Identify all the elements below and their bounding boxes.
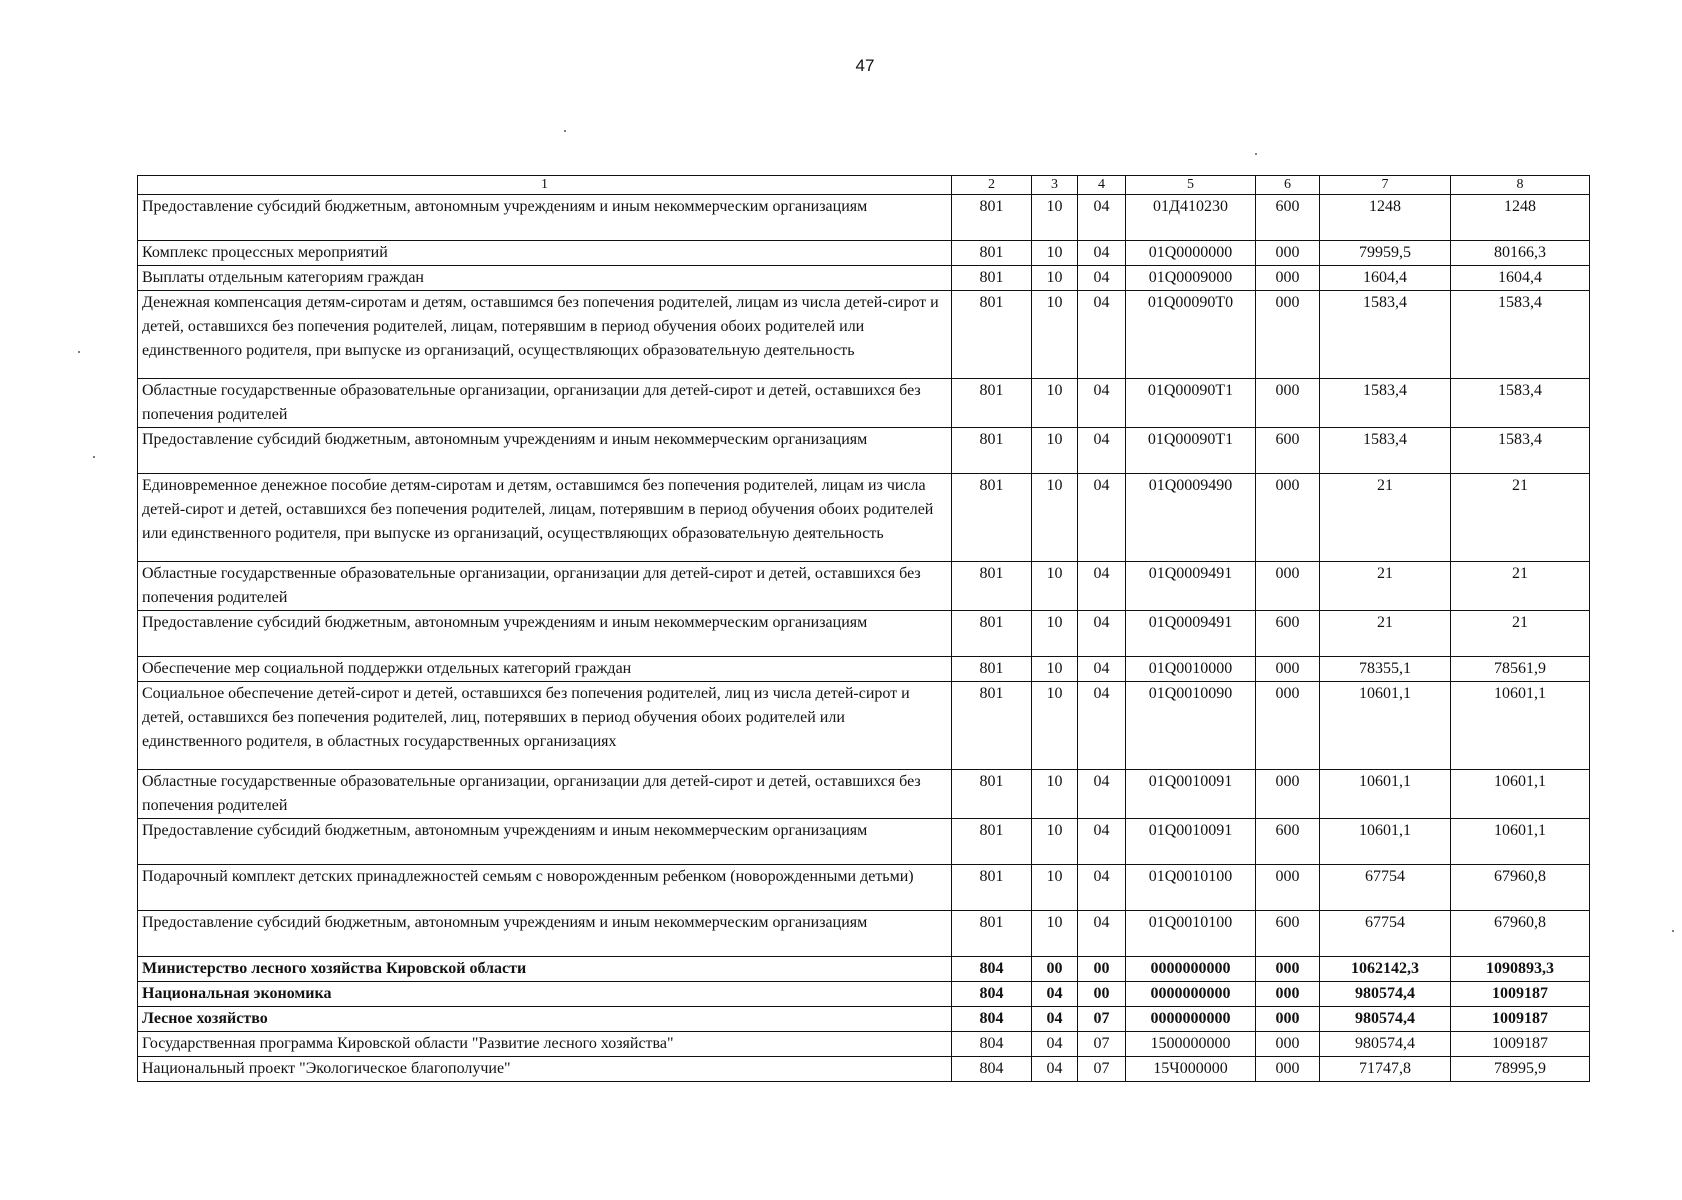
- row-description: Государственная программа Кировской области "Развитие лесного хозяйства": [138, 1032, 952, 1057]
- row-description: Подарочный комплект детских принадлежностей семьям с новорожденным ребенком (новорожденными детьми): [138, 865, 952, 911]
- row-cell-c2: 801: [952, 611, 1032, 657]
- row-cell-c3: 10: [1032, 428, 1078, 474]
- row-cell-c2: 801: [952, 241, 1032, 266]
- row-cell-c4: 04: [1078, 428, 1126, 474]
- row-cell-c6: 000: [1256, 474, 1320, 562]
- row-cell-c8: 67960,8: [1451, 865, 1590, 911]
- row-description: Лесное хозяйство: [138, 1007, 952, 1032]
- row-cell-c8: 1583,4: [1451, 428, 1590, 474]
- row-cell-c5: 01Q0009491: [1126, 562, 1256, 611]
- row-cell-c3: 10: [1032, 611, 1078, 657]
- row-cell-c3: 10: [1032, 770, 1078, 819]
- row-cell-c3: 10: [1032, 474, 1078, 562]
- row-cell-c6: 000: [1256, 770, 1320, 819]
- row-cell-c8: 78995,9: [1451, 1057, 1590, 1082]
- table-row: [138, 957, 1590, 982]
- row-cell-c8: 1009187: [1451, 982, 1590, 1007]
- row-cell-c2: 801: [952, 911, 1032, 957]
- row-description: Комплекс процессных мероприятий: [138, 241, 952, 266]
- row-cell-c2: 801: [952, 657, 1032, 682]
- row-cell-c5: 01Q0009000: [1126, 266, 1256, 291]
- scan-speck: [78, 351, 80, 353]
- row-cell-c3: 10: [1032, 379, 1078, 428]
- scan-speck: [93, 456, 95, 458]
- row-cell-c8: 1009187: [1451, 1007, 1590, 1032]
- column-header: 3: [1032, 176, 1078, 195]
- row-description: Предоставление субсидий бюджетным, автономным учреждениям и иным некоммерческим организациям: [138, 819, 952, 865]
- row-cell-c8: 78561,9: [1451, 657, 1590, 682]
- row-cell-c7: 980574,4: [1320, 982, 1451, 1007]
- table-row: [138, 379, 1590, 428]
- column-header: 1: [138, 176, 952, 195]
- row-cell-c5: 01Q0010000: [1126, 657, 1256, 682]
- row-cell-c7: 71747,8: [1320, 1057, 1451, 1082]
- table-row: [138, 428, 1590, 474]
- scan-speck: [1672, 930, 1674, 932]
- row-cell-c4: 04: [1078, 865, 1126, 911]
- row-cell-c6: 000: [1256, 957, 1320, 982]
- column-header: 5: [1126, 176, 1256, 195]
- row-description: Министерство лесного хозяйства Кировской области: [138, 957, 952, 982]
- row-cell-c4: 07: [1078, 1057, 1126, 1082]
- row-cell-c5: 01Q00090T0: [1126, 291, 1256, 379]
- table-row: [138, 865, 1590, 911]
- table-body: [138, 195, 1590, 1082]
- column-header: 7: [1320, 176, 1451, 195]
- row-cell-c5: 0000000000: [1126, 1007, 1256, 1032]
- row-cell-c5: 01Q0010091: [1126, 819, 1256, 865]
- budget-table: [137, 175, 1590, 1082]
- row-cell-c7: 10601,1: [1320, 770, 1451, 819]
- row-cell-c6: 600: [1256, 819, 1320, 865]
- page-number: 47: [855, 56, 875, 75]
- row-cell-c7: 1604,4: [1320, 266, 1451, 291]
- row-cell-c8: 1090893,3: [1451, 957, 1590, 982]
- row-cell-c3: 10: [1032, 911, 1078, 957]
- row-cell-c6: 000: [1256, 682, 1320, 770]
- scan-speck: [564, 130, 566, 132]
- row-cell-c4: 04: [1078, 266, 1126, 291]
- row-cell-c7: 1248: [1320, 195, 1451, 241]
- row-cell-c5: 01Q00090T1: [1126, 428, 1256, 474]
- row-cell-c7: 21: [1320, 474, 1451, 562]
- row-cell-c6: 000: [1256, 266, 1320, 291]
- row-description: Предоставление субсидий бюджетным, автономным учреждениям и иным некоммерческим организациям: [138, 428, 952, 474]
- row-cell-c2: 804: [952, 1032, 1032, 1057]
- row-cell-c7: 10601,1: [1320, 682, 1451, 770]
- row-cell-c4: 04: [1078, 611, 1126, 657]
- row-cell-c6: 000: [1256, 1057, 1320, 1082]
- row-cell-c6: 000: [1256, 1007, 1320, 1032]
- table-row: [138, 241, 1590, 266]
- table-row: [138, 291, 1590, 379]
- table-row: [138, 611, 1590, 657]
- row-cell-c3: 10: [1032, 241, 1078, 266]
- row-cell-c3: 10: [1032, 562, 1078, 611]
- table-row: [138, 562, 1590, 611]
- row-cell-c5: 1500000000: [1126, 1032, 1256, 1057]
- row-cell-c6: 000: [1256, 982, 1320, 1007]
- row-cell-c6: 000: [1256, 241, 1320, 266]
- row-cell-c6: 000: [1256, 379, 1320, 428]
- row-description: Социальное обеспечение детей-сирот и детей, оставшихся без попечения родителей, лиц из числа детей-сирот и детей, оставшихся без попечения родителей, лиц, потерявших в период обучения обоих родителей или единственного родителя, в областных государственных организациях: [138, 682, 952, 770]
- row-cell-c2: 801: [952, 562, 1032, 611]
- row-cell-c3: 00: [1032, 957, 1078, 982]
- row-cell-c7: 1583,4: [1320, 291, 1451, 379]
- row-cell-c5: 01Q0010090: [1126, 682, 1256, 770]
- row-cell-c3: 10: [1032, 865, 1078, 911]
- row-cell-c6: 600: [1256, 611, 1320, 657]
- row-cell-c4: 00: [1078, 957, 1126, 982]
- row-cell-c2: 804: [952, 1007, 1032, 1032]
- row-cell-c8: 10601,1: [1451, 819, 1590, 865]
- row-cell-c3: 04: [1032, 1032, 1078, 1057]
- row-cell-c5: 01Q0010091: [1126, 770, 1256, 819]
- row-cell-c2: 801: [952, 474, 1032, 562]
- row-cell-c2: 801: [952, 428, 1032, 474]
- row-cell-c8: 67960,8: [1451, 911, 1590, 957]
- row-cell-c5: 01Q0010100: [1126, 865, 1256, 911]
- row-cell-c4: 04: [1078, 819, 1126, 865]
- row-cell-c6: 600: [1256, 911, 1320, 957]
- row-cell-c6: 000: [1256, 1032, 1320, 1057]
- column-header: 2: [952, 176, 1032, 195]
- row-cell-c3: 04: [1032, 982, 1078, 1007]
- row-cell-c5: 15Ч000000: [1126, 1057, 1256, 1082]
- row-cell-c3: 10: [1032, 657, 1078, 682]
- row-cell-c7: 1062142,3: [1320, 957, 1451, 982]
- row-cell-c2: 801: [952, 819, 1032, 865]
- row-cell-c5: 0000000000: [1126, 957, 1256, 982]
- row-cell-c8: 21: [1451, 611, 1590, 657]
- row-description: Областные государственные образовательные организации, организации для детей-сирот и детей, оставшихся без попечения родителей: [138, 770, 952, 819]
- row-cell-c2: 801: [952, 865, 1032, 911]
- row-cell-c4: 07: [1078, 1007, 1126, 1032]
- table-row: [138, 1032, 1590, 1057]
- row-cell-c3: 10: [1032, 266, 1078, 291]
- row-cell-c2: 801: [952, 379, 1032, 428]
- row-description: Выплаты отдельным категориям граждан: [138, 266, 952, 291]
- scan-speck: [1255, 153, 1257, 155]
- row-cell-c2: 801: [952, 682, 1032, 770]
- row-cell-c2: 804: [952, 1057, 1032, 1082]
- row-cell-c2: 801: [952, 195, 1032, 241]
- row-cell-c4: 04: [1078, 379, 1126, 428]
- row-cell-c6: 000: [1256, 291, 1320, 379]
- row-cell-c7: 1583,4: [1320, 428, 1451, 474]
- row-cell-c6: 000: [1256, 865, 1320, 911]
- row-description: Предоставление субсидий бюджетным, автономным учреждениям и иным некоммерческим организациям: [138, 611, 952, 657]
- row-cell-c3: 10: [1032, 291, 1078, 379]
- row-cell-c8: 1583,4: [1451, 291, 1590, 379]
- row-cell-c4: 07: [1078, 1032, 1126, 1057]
- row-cell-c8: 21: [1451, 474, 1590, 562]
- table-row: [138, 474, 1590, 562]
- row-description: Денежная компенсация детям-сиротам и детям, оставшимся без попечения родителей, лицам из числа детей-сирот и детей, оставшихся без попечения родителей, лицам, потерявшим в период обучения обоих родителей или единственного родителя, при выпуске из организаций, осуществляющих образовательную деятельность: [138, 291, 952, 379]
- table-row: [138, 657, 1590, 682]
- row-cell-c8: 1604,4: [1451, 266, 1590, 291]
- row-cell-c7: 67754: [1320, 865, 1451, 911]
- row-cell-c4: 04: [1078, 911, 1126, 957]
- table-row: [138, 1007, 1590, 1032]
- row-cell-c3: 10: [1032, 195, 1078, 241]
- row-cell-c8: 80166,3: [1451, 241, 1590, 266]
- table-row: [138, 819, 1590, 865]
- row-cell-c6: 600: [1256, 195, 1320, 241]
- table-row: [138, 911, 1590, 957]
- row-description: Обеспечение мер социальной поддержки отдельных категорий граждан: [138, 657, 952, 682]
- table-header-row: [138, 176, 1590, 195]
- row-cell-c7: 21: [1320, 611, 1451, 657]
- row-cell-c3: 04: [1032, 1007, 1078, 1032]
- row-cell-c7: 10601,1: [1320, 819, 1451, 865]
- row-cell-c4: 04: [1078, 657, 1126, 682]
- row-cell-c8: 10601,1: [1451, 770, 1590, 819]
- row-cell-c7: 21: [1320, 562, 1451, 611]
- row-cell-c5: 01Q0000000: [1126, 241, 1256, 266]
- table-row: [138, 982, 1590, 1007]
- row-cell-c3: 10: [1032, 819, 1078, 865]
- row-cell-c2: 801: [952, 291, 1032, 379]
- row-cell-c4: 00: [1078, 982, 1126, 1007]
- row-cell-c4: 04: [1078, 474, 1126, 562]
- row-cell-c2: 801: [952, 770, 1032, 819]
- row-cell-c5: 01Q00090T1: [1126, 379, 1256, 428]
- row-cell-c7: 980574,4: [1320, 1007, 1451, 1032]
- row-description: Единовременное денежное пособие детям-сиротам и детям, оставшимся без попечения родителей, лицам из числа детей-сирот и детей, оставшихся без попечения родителей, лицам, потерявшим в период обучения обоих родителей или единственного родителя, при выпуске из организаций, осуществляющих образовательную деятельность: [138, 474, 952, 562]
- row-cell-c4: 04: [1078, 291, 1126, 379]
- row-cell-c5: 01Q0009490: [1126, 474, 1256, 562]
- row-description: Предоставление субсидий бюджетным, автономным учреждениям и иным некоммерческим организациям: [138, 911, 952, 957]
- row-description: Национальная экономика: [138, 982, 952, 1007]
- row-cell-c2: 804: [952, 982, 1032, 1007]
- table-row: [138, 266, 1590, 291]
- table-row: [138, 1057, 1590, 1082]
- row-cell-c5: 01Q0010100: [1126, 911, 1256, 957]
- row-description: Предоставление субсидий бюджетным, автономным учреждениям и иным некоммерческим организациям: [138, 195, 952, 241]
- row-cell-c8: 21: [1451, 562, 1590, 611]
- row-description: Областные государственные образовательные организации, организации для детей-сирот и детей, оставшихся без попечения родителей: [138, 379, 952, 428]
- row-cell-c4: 04: [1078, 562, 1126, 611]
- row-cell-c5: 0000000000: [1126, 982, 1256, 1007]
- column-header: 6: [1256, 176, 1320, 195]
- row-cell-c6: 000: [1256, 657, 1320, 682]
- row-cell-c7: 67754: [1320, 911, 1451, 957]
- column-header: 8: [1451, 176, 1590, 195]
- row-cell-c8: 10601,1: [1451, 682, 1590, 770]
- table-row: [138, 770, 1590, 819]
- row-cell-c2: 801: [952, 266, 1032, 291]
- row-cell-c4: 04: [1078, 682, 1126, 770]
- row-cell-c7: 1583,4: [1320, 379, 1451, 428]
- row-description: Областные государственные образовательные организации, организации для детей-сирот и детей, оставшихся без попечения родителей: [138, 562, 952, 611]
- row-cell-c8: 1009187: [1451, 1032, 1590, 1057]
- row-cell-c4: 04: [1078, 770, 1126, 819]
- column-header: 4: [1078, 176, 1126, 195]
- row-cell-c6: 000: [1256, 562, 1320, 611]
- row-cell-c2: 804: [952, 957, 1032, 982]
- row-cell-c7: 78355,1: [1320, 657, 1451, 682]
- row-cell-c6: 600: [1256, 428, 1320, 474]
- row-cell-c5: 01Q0009491: [1126, 611, 1256, 657]
- row-cell-c5: 01Д410230: [1126, 195, 1256, 241]
- row-cell-c3: 10: [1032, 682, 1078, 770]
- row-cell-c8: 1248: [1451, 195, 1590, 241]
- table-row: [138, 195, 1590, 241]
- row-cell-c4: 04: [1078, 195, 1126, 241]
- row-cell-c4: 04: [1078, 241, 1126, 266]
- row-cell-c3: 04: [1032, 1057, 1078, 1082]
- table-row: [138, 682, 1590, 770]
- row-cell-c8: 1583,4: [1451, 379, 1590, 428]
- row-cell-c7: 980574,4: [1320, 1032, 1451, 1057]
- row-description: Национальный проект "Экологическое благополучие": [138, 1057, 952, 1082]
- row-cell-c7: 79959,5: [1320, 241, 1451, 266]
